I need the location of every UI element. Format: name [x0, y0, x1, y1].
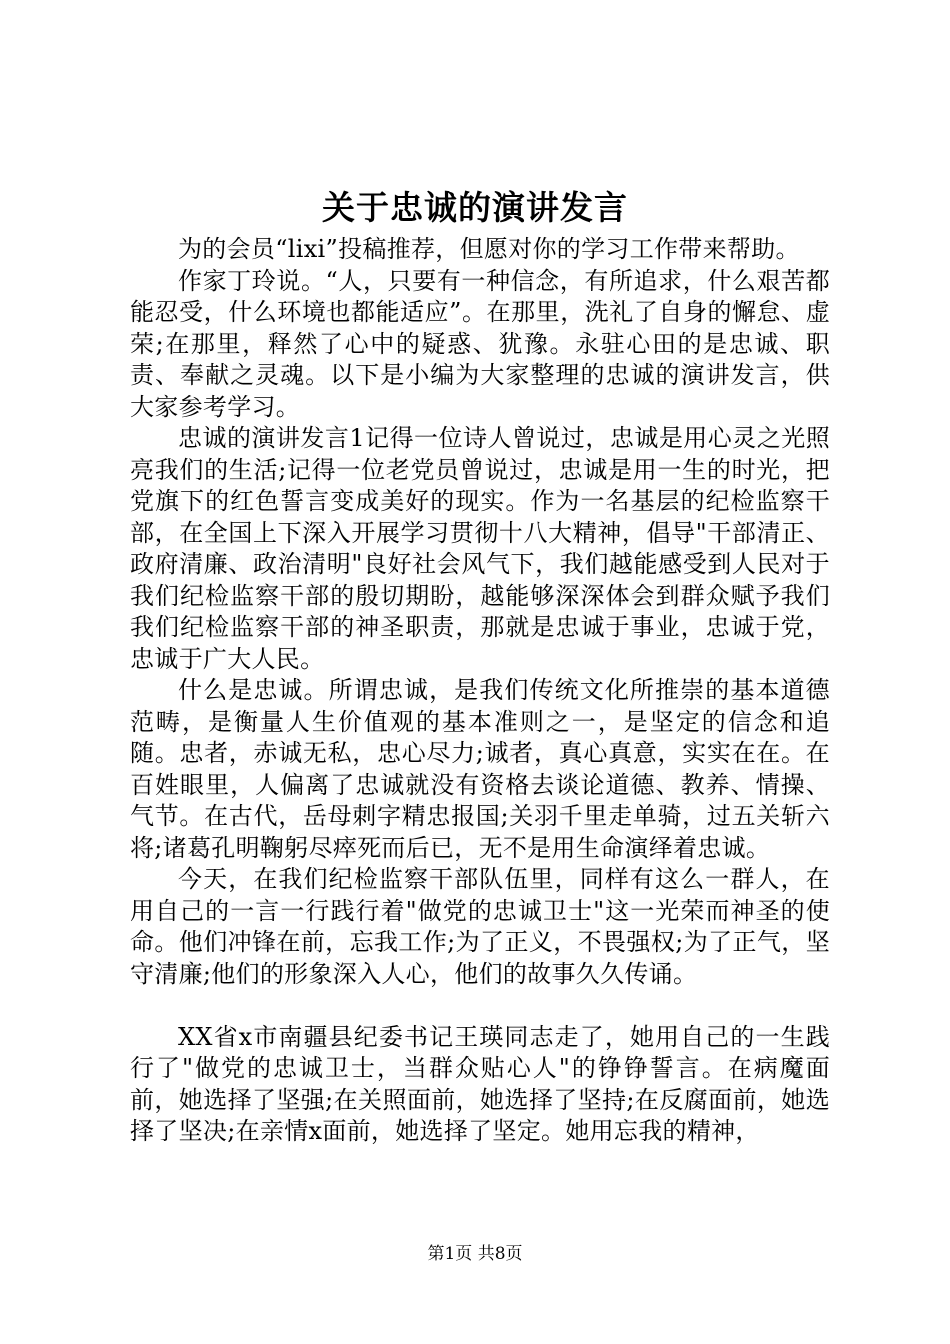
- page-number-footer: 第1页 共8页: [427, 1244, 523, 1264]
- paragraph-today: 今天，在我们纪检监察干部队伍里，同样有这么一群人，在用自己的一言一行践行着"做党的忠诚卫士"这一光荣而神圣的使命。他们冲锋在前，忘我工作;为了正义，不畏强权;为了正气，坚守清廉;他们的形象深入人心，他们的故事久久传诵。: [130, 865, 830, 988]
- paragraph-dingling-quote: 作家丁玲说。“人，只要有一种信念，有所追求，什么艰苦都能忍受，什么环境也都能适应”。在那里，洗礼了自身的懈怠、虚荣;在那里，释然了心中的疑惑、犹豫。永驻心田的是忠诚、职责、奉献之灵魂。以下是小编为大家整理的忠诚的演讲发言，供大家参考学习。: [130, 266, 830, 421]
- paragraph-gap: [130, 990, 830, 1022]
- paragraph-what-is-loyalty: 什么是忠诚。所谓忠诚，是我们传统文化所推崇的基本道德范畴，是衡量人生价值观的基本准则之一，是坚定的信念和追随。忠者，赤诚无私，忠心尽力;诚者，真心真意，实实在在。在百姓眼里，人偏离了忠诚就没有资格去谈论道德、教养、情操、气节。在古代，岳母刺字精忠报国;关羽千里走单骑，过五关斩六将;诸葛孔明鞠躬尽瘁死而后已，无不是用生命演绎着忠诚。: [130, 676, 830, 862]
- page-title: 关于忠诚的演讲发言: [322, 188, 628, 227]
- paragraph-wang-ying: XX省x市南疆县纪委书记王瑛同志走了，她用自己的一生践行了"做党的忠诚卫士，当群众贴心人"的铮铮誓言。在病魔面前，她选择了坚强;在关照面前，她选择了坚持;在反腐面前，她选择了坚决;在亲情x面前，她选择了坚定。她用忘我的精神，: [130, 1022, 830, 1145]
- paragraph-speech-1: 忠诚的演讲发言1记得一位诗人曾说过，忠诚是用心灵之光照亮我们的生活;记得一位老党员曾说过，忠诚是用一生的时光，把党旗下的红色誓言变成美好的现实。作为一名基层的纪检监察干部，在全国上下深入开展学习贯彻十八大精神，倡导"干部清正、政府清廉、政治清明"良好社会风气下，我们越能感受到人民对于我们纪检监察干部的殷切期盼，越能够深深体会到群众赋予我们我们纪检监察干部的神圣职责，那就是忠诚于事业，忠诚于党，忠诚于广大人民。: [130, 424, 830, 673]
- document-body: [130, 234, 830, 1148]
- paragraph-intro: 为的会员“lixi”投稿推荐，但愿对你的学习工作带来帮助。: [178, 235, 800, 263]
